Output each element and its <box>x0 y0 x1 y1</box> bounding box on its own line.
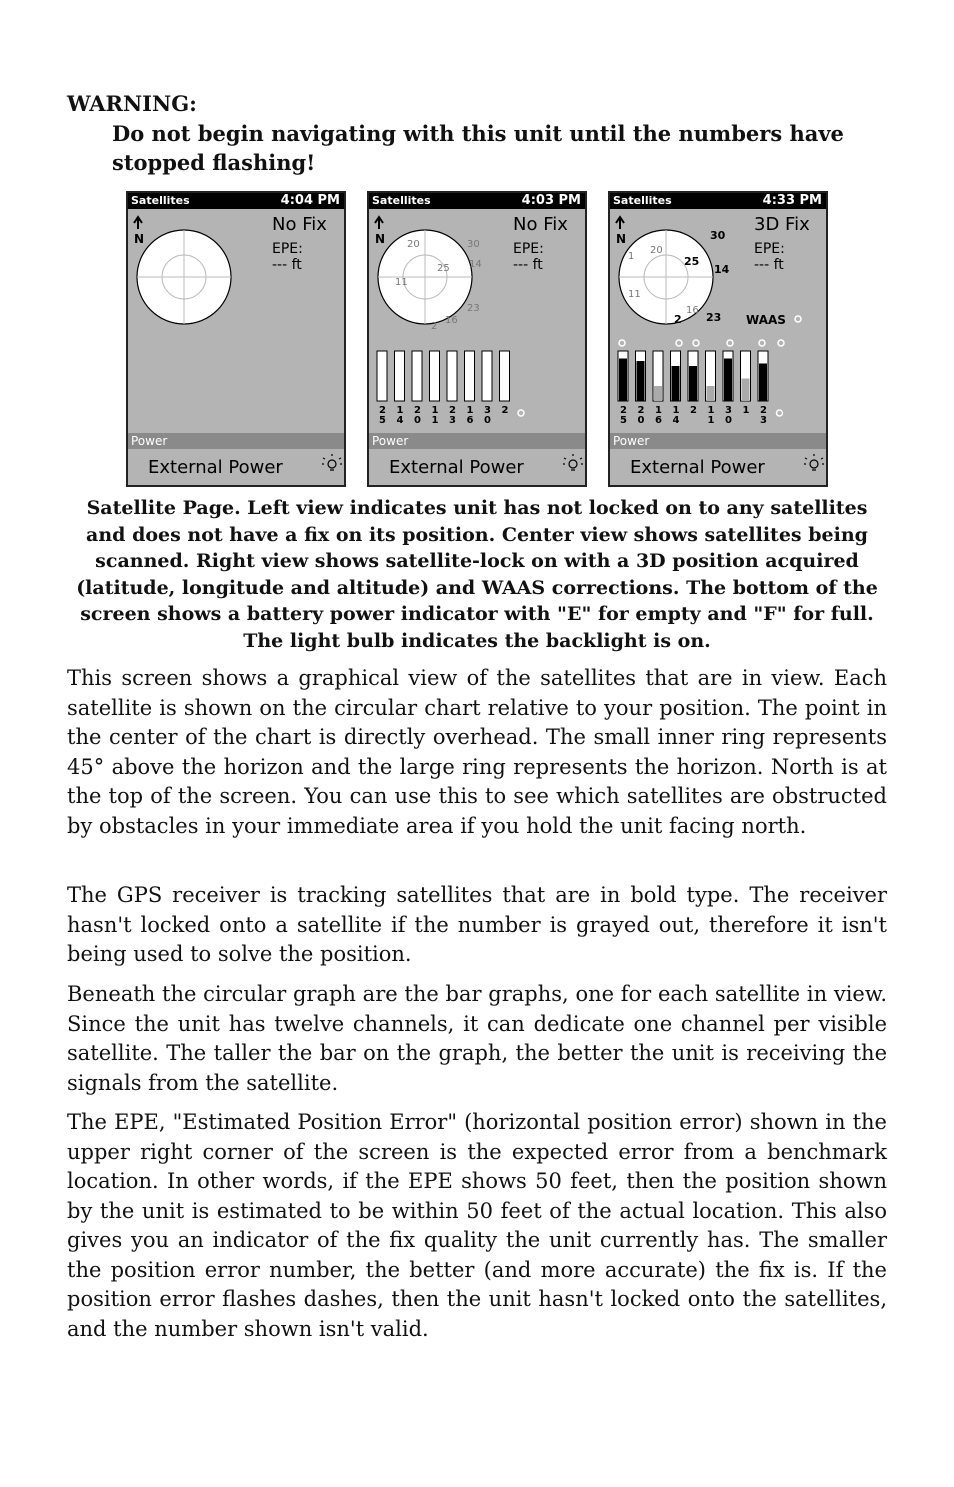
north-arrow-icon <box>616 217 624 229</box>
title-bar <box>369 193 585 209</box>
signal-bar-frame <box>377 351 387 401</box>
signal-bar-label: 3 <box>725 405 732 416</box>
satellite-screen-center <box>367 191 587 487</box>
signal-bar-label: 0 <box>414 415 421 426</box>
epe-readout <box>513 241 544 273</box>
signal-bar-label: 6 <box>655 415 662 426</box>
signal-bar-fill <box>759 364 767 402</box>
sky-satellite: 25 <box>684 255 700 268</box>
power-label: Power <box>613 434 650 448</box>
sky-satellite: 30 <box>710 229 726 242</box>
signal-bar-frame <box>430 351 440 401</box>
satellite-screen-left <box>126 191 346 487</box>
power-bar <box>610 433 826 449</box>
power-source: External Power <box>630 457 765 478</box>
epe-value: --- ft <box>272 257 302 273</box>
signal-bar-label: 1 <box>655 405 662 416</box>
epe-label: EPE: <box>754 241 785 257</box>
paragraph-3: Beneath the circular graph are the bar graphs, one for each satellite in view. Since the unit has twelve channels, it can dedicate one channel per visible satellite. The taller the bar on the graph, the better the unit is receiving the signals from the satellite. <box>67 982 887 1095</box>
signal-bar-fill <box>637 361 645 401</box>
epe-value: --- ft <box>513 257 543 273</box>
sky-satellite: 14 <box>469 259 482 270</box>
screen-title: Satellites <box>372 194 431 207</box>
differential-icon <box>693 340 699 346</box>
title-bar <box>128 193 344 209</box>
epe-label: EPE: <box>513 241 544 257</box>
signal-bar-frame <box>482 351 492 401</box>
sky-satellite: 1 <box>628 251 635 262</box>
signal-bar-label: 1 <box>707 415 715 426</box>
fix-status: No Fix <box>272 214 327 235</box>
signal-bar-label: 1 <box>396 405 404 416</box>
fix-status: No Fix <box>513 214 568 235</box>
signal-bar-fill <box>724 359 732 402</box>
signal-bar-fill <box>654 386 662 401</box>
signal-bar-label: 3 <box>449 415 456 426</box>
clock: 4:03 PM <box>521 193 581 208</box>
signal-bar-label: 1 <box>707 405 715 416</box>
epe-readout <box>754 241 785 273</box>
signal-bar-frame <box>447 351 457 401</box>
north-label: N <box>375 232 386 246</box>
signal-bar-fill <box>619 359 627 402</box>
power-source: External Power <box>148 457 283 478</box>
clock: 4:33 PM <box>762 193 822 208</box>
signal-bar-label: 4 <box>672 415 680 426</box>
signal-bar-label: 2 <box>379 405 386 416</box>
title-bar <box>610 193 826 209</box>
signal-bar-fill <box>742 379 750 402</box>
signal-bar-label: 1 <box>672 405 680 416</box>
sky-satellite: 11 <box>628 289 641 300</box>
signal-bar-label: 1 <box>431 415 439 426</box>
sky-satellite: 2 <box>431 321 438 332</box>
signal-bar-label: 4 <box>396 415 404 426</box>
signal-bar-label: 3 <box>484 405 491 416</box>
power-label: Power <box>372 434 409 448</box>
signal-bar-label: 2 <box>414 405 421 416</box>
signal-bar-label: 1 <box>742 405 750 416</box>
sky-satellite: 16 <box>445 315 458 326</box>
differential-icon <box>759 340 765 346</box>
north-arrow-icon <box>134 217 142 229</box>
backlight-bulb-icon <box>328 460 336 468</box>
signal-bar-label: 2 <box>760 405 767 416</box>
signal-bar-label: 0 <box>484 415 491 426</box>
clock: 4:04 PM <box>280 193 340 208</box>
sky-satellite: 25 <box>437 263 450 274</box>
signal-bar-label: 0 <box>637 415 645 426</box>
north-arrow-icon <box>375 217 383 229</box>
signal-bar-label: 5 <box>379 415 386 426</box>
signal-bar-frame <box>500 351 510 401</box>
figure-caption: Satellite Page. Left view indicates unit has not locked on to any satellites and does not have a fix on its position. Center view shows satellites being scanned. Right view shows satellite-lock on with a 3D position acquired (latitude, longitude and altitude) and WAAS corrections. The bottom of the screen shows a battery power indicator with "E" for empty and "F" for full. The light bulb indicates the backlight is on. <box>76 497 878 652</box>
sky-satellite: 2 <box>674 313 682 326</box>
signal-bar-label: 2 <box>637 405 645 416</box>
signal-bar-label: 2 <box>501 405 509 416</box>
sky-satellite: 20 <box>650 245 663 256</box>
power-bar <box>369 433 585 449</box>
sky-satellite: 11 <box>395 277 408 288</box>
north-label: N <box>134 232 145 246</box>
warning-text: Do not begin navigating with this unit until the numbers have stopped flashing! <box>112 121 844 175</box>
signal-bar-label: 3 <box>760 415 767 426</box>
backlight-bulb-icon <box>569 460 577 468</box>
warning-heading: WARNING: <box>67 91 197 116</box>
epe-value: --- ft <box>754 257 784 273</box>
power-source: External Power <box>389 457 524 478</box>
signal-bar-label: 5 <box>620 415 627 426</box>
satellite-screen-right <box>608 191 828 487</box>
sky-satellite: 20 <box>407 239 420 250</box>
waas-icon <box>795 316 801 322</box>
differential-icon <box>778 340 784 346</box>
screen-title: Satellites <box>613 194 672 207</box>
epe-label: EPE: <box>272 241 303 257</box>
paragraph-4: The EPE, "Estimated Position Error" (horizontal position error) shown in the upper right corner of the screen is the expected error from a benchmark location. In other words, if the EPE shows 50 feet, then the position shown by the unit is estimated to be within 50 feet of the actual location. This also gives you an indicator of the fix quality the unit currently has. The smaller the position error number, the better (and more accurate) the fix is. If the position error flashes dashes, then the unit hasn't locked onto the satellites, and the number shown isn't valid. <box>67 1110 887 1341</box>
screen-title: Satellites <box>131 194 190 207</box>
waas-indicator: WAAS <box>746 313 786 327</box>
paragraph-1: This screen shows a graphical view of the satellites that are in view. Each satellite is shown on the circular chart relative to your position. The point in the center of the chart is directly overhead. The small inner ring represents 45° above the horizon and the large ring represents the horizon. North is at the top of the screen. You can use this to see which satellites are obstructed by obstacles in your immediate area if you hold the unit facing north. <box>67 666 887 838</box>
north-label: N <box>616 232 627 246</box>
differential-icon <box>619 340 625 346</box>
sky-satellite: 14 <box>714 263 730 276</box>
sky-satellite: 23 <box>706 311 722 324</box>
paragraph-2: The GPS receiver is tracking satellites that are in bold type. The receiver hasn't locked onto a satellite if the number is grayed out, therefore it isn't being used to solve the position. <box>67 883 887 966</box>
signal-bar-label: 0 <box>725 415 732 426</box>
signal-bar-frame <box>395 351 405 401</box>
signal-bar-label: 2 <box>690 405 697 416</box>
power-bar <box>128 433 344 449</box>
signal-bar-label: 1 <box>431 405 439 416</box>
signal-bar-frame <box>412 351 422 401</box>
power-label: Power <box>131 434 168 448</box>
differential-icon <box>727 340 733 346</box>
signal-bar-label: 6 <box>466 415 474 426</box>
fix-status: 3D Fix <box>754 214 810 235</box>
sky-satellite: 30 <box>467 239 480 250</box>
signal-bar-label: 1 <box>466 405 474 416</box>
empty-channel-icon <box>518 410 524 416</box>
signal-bar-frame <box>465 351 475 401</box>
signal-bar-fill <box>707 386 715 401</box>
sky-satellite: 23 <box>467 303 480 314</box>
sky-satellite: 16 <box>686 305 699 316</box>
signal-bar-fill <box>689 366 697 401</box>
signal-bar-fill <box>672 366 680 401</box>
epe-readout <box>272 241 303 273</box>
backlight-bulb-icon <box>810 460 818 468</box>
signal-bar-label: 2 <box>449 405 456 416</box>
signal-bar-label: 2 <box>620 405 627 416</box>
empty-channel-icon <box>777 410 783 416</box>
differential-icon <box>676 340 682 346</box>
